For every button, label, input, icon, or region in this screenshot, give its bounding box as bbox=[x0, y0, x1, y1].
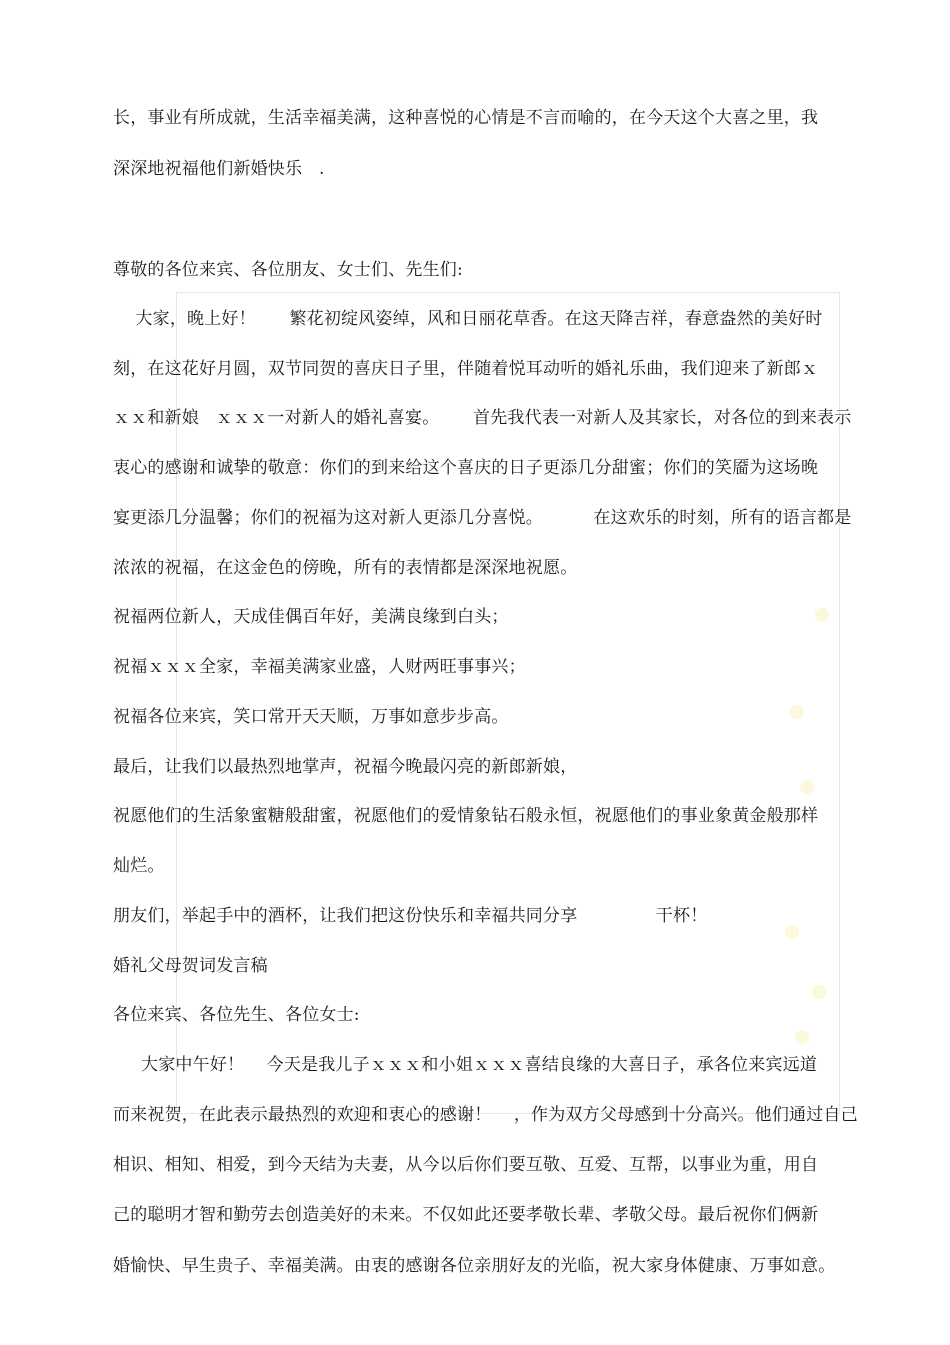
text-line: 浓浓的祝福，在这金色的傍晚，所有的表情都是深深地祝愿。 bbox=[113, 558, 578, 578]
text-line: 己的聪明才智和勤劳去创造美好的未来。不仅如此还要孝敬长辈、孝敬父母。最后祝你们俩新 bbox=[113, 1205, 819, 1225]
text-line: 婚礼父母贺词发言稿 bbox=[113, 956, 268, 976]
watermark-mark bbox=[812, 985, 826, 999]
watermark-mark bbox=[795, 1030, 809, 1044]
text-line: 祝愿他们的生活象蜜糖般甜蜜，祝愿他们的爱情象钻石般永恒，祝愿他们的事业象黄金般那样 bbox=[113, 806, 819, 826]
text-line: 大家中午好！ 今天是我儿子ｘｘｘ和小姐ｘｘｘ喜结良缘的大喜日子，承各位来宾远道 bbox=[113, 1055, 818, 1075]
text-line: 尊敬的各位来宾、各位朋友、女士们、先生们: bbox=[113, 260, 463, 280]
text-line: 刻，在这花好月圆，双节同贺的喜庆日子里，伴随着悦耳动听的婚礼乐曲，我们迎来了新郎ｘ bbox=[113, 359, 819, 379]
text-line: 祝福各位来宾，笑口常开天天顺，万事如意步步高。 bbox=[113, 707, 509, 727]
watermark-mark bbox=[815, 608, 829, 622]
text-line: 最后，让我们以最热烈地掌声，祝福今晚最闪亮的新郎新娘， bbox=[113, 757, 578, 777]
text-line: 宴更添几分温馨；你们的祝福为这对新人更添几分喜悦。 在这欢乐的时刻，所有的语言都是 bbox=[113, 508, 852, 528]
text-line: 而来祝贺，在此表示最热烈的欢迎和衷心的感谢！ ，作为双方父母感到十分高兴。他们通过自己 bbox=[113, 1105, 858, 1125]
text-line: 各位来宾、各位先生、各位女士: bbox=[113, 1005, 360, 1025]
text-line: 深深地祝福他们新婚快乐 . bbox=[113, 159, 325, 179]
watermark-mark bbox=[800, 780, 814, 794]
text-line: ｘｘ和新娘 ｘｘｘ一对新人的婚礼喜宴。 首先我代表一对新人及其家长，对各位的到来表示 bbox=[113, 408, 852, 428]
text-line: 灿烂。 bbox=[113, 856, 165, 876]
text-line: 长，事业有所成就，生活幸福美满，这种喜悦的心情是不言而喻的，在今天这个大喜之里，我 bbox=[113, 108, 819, 128]
watermark-mark bbox=[785, 925, 799, 939]
watermark-mark bbox=[790, 705, 804, 719]
text-line: 衷心的感谢和诚挚的敬意：你们的到来给这个喜庆的日子更添几分甜蜜；你们的笑靥为这场晚 bbox=[113, 458, 819, 478]
text-line: 相识、相知、相爱，到今天结为夫妻，从今以后你们要互敬、互爱、互帮，以事业为重，用自 bbox=[113, 1155, 819, 1175]
text-line: 婚愉快、早生贵子、幸福美满。由衷的感谢各位亲朋好友的光临，祝大家身体健康、万事如意。 bbox=[113, 1256, 836, 1276]
text-line: 大家，晚上好！ 繁花初绽风姿绰，风和日丽花草香。在这天降吉祥，春意盎然的美好时 bbox=[113, 309, 823, 329]
text-line: 祝福ｘｘｘ全家，幸福美满家业盛，人财两旺事事兴； bbox=[113, 657, 526, 677]
text-line: 祝福两位新人，天成佳偶百年好，美满良缘到白头； bbox=[113, 607, 509, 627]
text-line: 朋友们，举起手中的酒杯，让我们把这份快乐和幸福共同分享 干杯！ bbox=[113, 906, 708, 926]
